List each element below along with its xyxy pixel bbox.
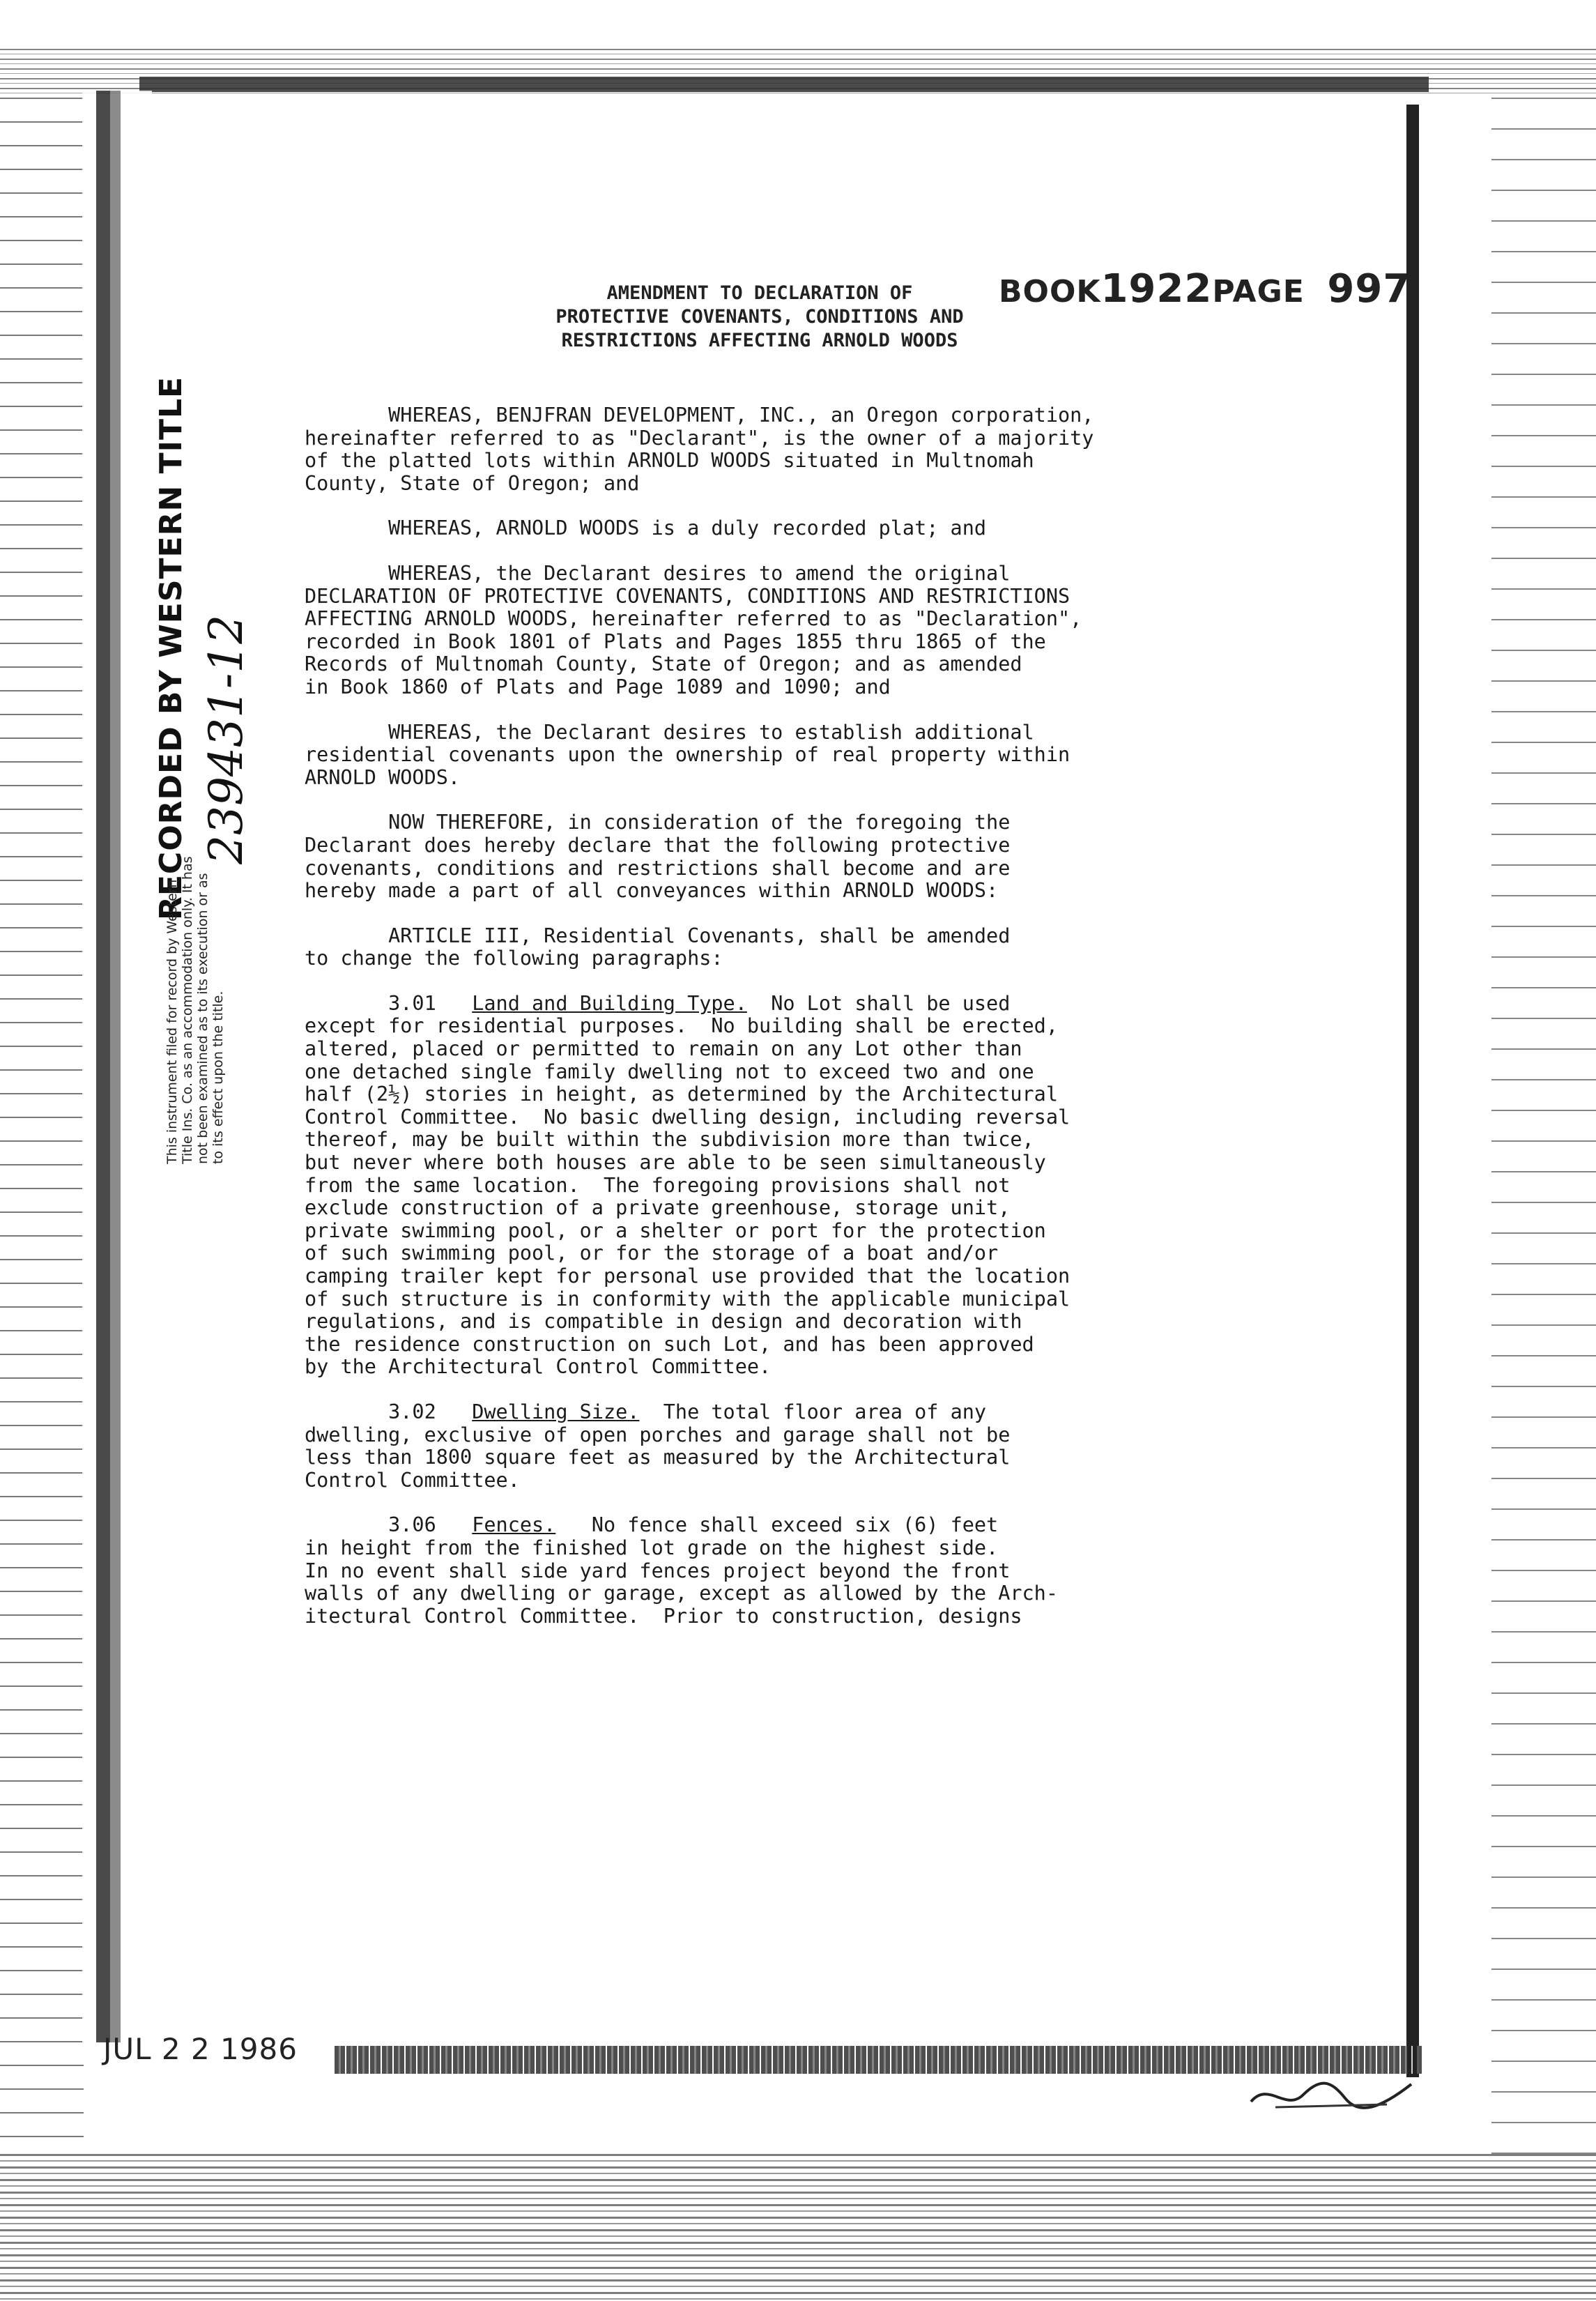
text-line: AFFECTING ARNOLD WOODS, hereinafter referred to as "Declaration", xyxy=(305,607,1082,631)
disclaimer-line: This instrument filed for record by Western xyxy=(164,879,180,1164)
section-3-01 xyxy=(305,993,1322,1379)
text-line: but never where both houses are able to be seen simultaneously xyxy=(305,1151,1046,1175)
disclaimer-line: Title Ins. Co. as an accommodation only. It has xyxy=(180,856,195,1164)
text-line: exclude construction of a private greenhouse, storage unit, xyxy=(305,1196,1011,1220)
text-line: to change the following paragraphs: xyxy=(305,947,723,970)
text-line: of the platted lots within ARNOLD WOODS situated in Multnomah xyxy=(305,449,1034,473)
text-line: Control Committee. xyxy=(305,1468,520,1492)
document-title xyxy=(446,282,1073,353)
text-line: No Lot shall be used xyxy=(746,991,1011,1015)
page-frame-bottom xyxy=(335,2046,1422,2074)
section-number: 3.01 xyxy=(388,991,436,1015)
recital-paragraph xyxy=(305,721,1322,790)
text-line: of such structure is in conformity with the applicable municipal xyxy=(305,1287,1071,1310)
text-line: less than 1800 square feet as measured by the Architectural xyxy=(305,1446,1011,1469)
section-heading: Fences. xyxy=(472,1513,556,1537)
text-line: except for residential purposes. No building shall be erected, xyxy=(305,1014,1058,1038)
text-line: Declarant does hereby declare that the following protective xyxy=(305,833,1011,857)
disclaimer-line: not been examined as to its execution or as xyxy=(195,873,210,1164)
section-number: 3.02 xyxy=(388,1400,436,1423)
text-line: WHEREAS, the Declarant desires to amend the original xyxy=(305,561,1011,585)
section-number: 3.06 xyxy=(388,1513,436,1537)
text-line: of such swimming pool, or for the storage of a boat and/or xyxy=(305,1241,999,1265)
text-line: County, State of Oregon; and xyxy=(305,471,640,495)
section-3-06 xyxy=(305,1514,1322,1628)
text-line: hereby made a part of all conveyances within ARNOLD WOODS: xyxy=(305,879,999,903)
text-line: by the Architectural Control Committee. xyxy=(305,1355,772,1379)
text-line: the residence construction on such Lot, and has been approved xyxy=(305,1332,1034,1356)
section-3-02 xyxy=(305,1401,1322,1492)
text-line: half (2½) stories in height, as determined by the Architectural xyxy=(305,1083,1058,1106)
text-line: In no event shall side yard fences project beyond the front xyxy=(305,1559,1011,1582)
scan-noise-left xyxy=(0,98,84,2154)
scan-noise-right xyxy=(1491,98,1596,2154)
section-heading: Land and Building Type. xyxy=(472,991,747,1015)
text-line: No fence shall exceed six (6) feet xyxy=(555,1513,999,1537)
text-line: camping trailer kept for personal use provided that the location xyxy=(305,1264,1071,1287)
signature-scribble xyxy=(1248,2074,1415,2116)
text-line: in height from the finished lot grade on the highest side. xyxy=(305,1536,999,1559)
text-line: hereinafter referred to as "Declarant", is the owner of a majority xyxy=(305,426,1094,450)
book-label: BOOK xyxy=(999,274,1101,309)
page-frame-top xyxy=(139,77,1429,92)
text-line: recorded in Book 1801 of Plats and Pages 1855 thru 1865 of the xyxy=(305,629,1046,653)
recital-paragraph xyxy=(305,517,1322,540)
text-line: The total floor area of any xyxy=(639,1400,987,1423)
text-line: WHEREAS, BENJFRAN DEVELOPMENT, INC., an Oregon corporation, xyxy=(305,404,1094,427)
recital-paragraph xyxy=(305,811,1322,902)
text-line: from the same location. The foregoing provisions shall not xyxy=(305,1173,1011,1197)
text-line: altered, placed or permitted to remain on any Lot other than xyxy=(305,1037,1022,1061)
page-number: 997 xyxy=(1327,266,1411,312)
recital-paragraph xyxy=(305,925,1322,970)
text-line: WHEREAS, the Declarant desires to establish additional xyxy=(305,720,1034,744)
text-line: residential covenants upon the ownership of real property within xyxy=(305,743,1071,767)
section-heading: Dwelling Size. xyxy=(472,1400,640,1423)
text-line: thereof, may be built within the subdivision more than twice, xyxy=(305,1128,1034,1152)
text-line: ARTICLE III, Residential Covenants, shall be amended xyxy=(305,924,1011,947)
text-line: walls of any dwelling or garage, except as allowed by the Arch- xyxy=(305,1582,1058,1605)
text-line: Control Committee. No basic dwelling design, including reversal xyxy=(305,1105,1071,1129)
text-line: WHEREAS, ARNOLD WOODS is a duly recorded plat; and xyxy=(305,517,987,540)
recorded-by-stamp: RECORDED BY WESTERN TITLE xyxy=(153,376,189,920)
text-line: DECLARATION OF PROTECTIVE COVENANTS, CONDITIONS AND RESTRICTIONS xyxy=(305,584,1071,608)
disclaimer-line: to its effect upon the title. xyxy=(210,991,226,1164)
page-label: PAGE xyxy=(1212,274,1305,309)
text-line: ARNOLD WOODS. xyxy=(305,765,461,789)
title-line: AMENDMENT TO DECLARATION OF xyxy=(606,282,913,304)
text-line: Records of Multnomah County, State of Oregon; and as amended xyxy=(305,652,1022,676)
page-frame-right xyxy=(1406,105,1419,2077)
book-number: 1922 xyxy=(1100,266,1213,312)
title-line: PROTECTIVE COVENANTS, CONDITIONS AND xyxy=(555,306,964,328)
text-line: dwelling, exclusive of open porches and garage shall not be xyxy=(305,1423,1011,1446)
recording-disclaimer xyxy=(164,857,226,1165)
text-line: itectural Control Committee. Prior to construction, designs xyxy=(305,1604,1022,1628)
scan-noise-bottom xyxy=(0,2154,1596,2301)
title-line: RESTRICTIONS AFFECTING ARNOLD WOODS xyxy=(561,330,958,351)
text-line: NOW THEREFORE, in consideration of the foregoing the xyxy=(305,811,1011,834)
date-stamp: JUL 2 2 1986 xyxy=(103,2032,298,2066)
page-frame-left xyxy=(82,91,152,2042)
text-line: private swimming pool, or a shelter or port for the protection xyxy=(305,1218,1046,1242)
document-body xyxy=(305,404,1322,1650)
text-line: regulations, and is compatible in design and decoration with xyxy=(305,1310,1022,1333)
text-line: one detached single family dwelling not to exceed two and one xyxy=(305,1060,1034,1083)
text-line: covenants, conditions and restrictions shall become and are xyxy=(305,856,1011,880)
recital-paragraph xyxy=(305,563,1322,699)
recital-paragraph xyxy=(305,404,1322,495)
text-line: in Book 1860 of Plats and Page 1089 and 1090; and xyxy=(305,675,891,698)
handwritten-file-number: 239431-12 xyxy=(199,614,253,864)
